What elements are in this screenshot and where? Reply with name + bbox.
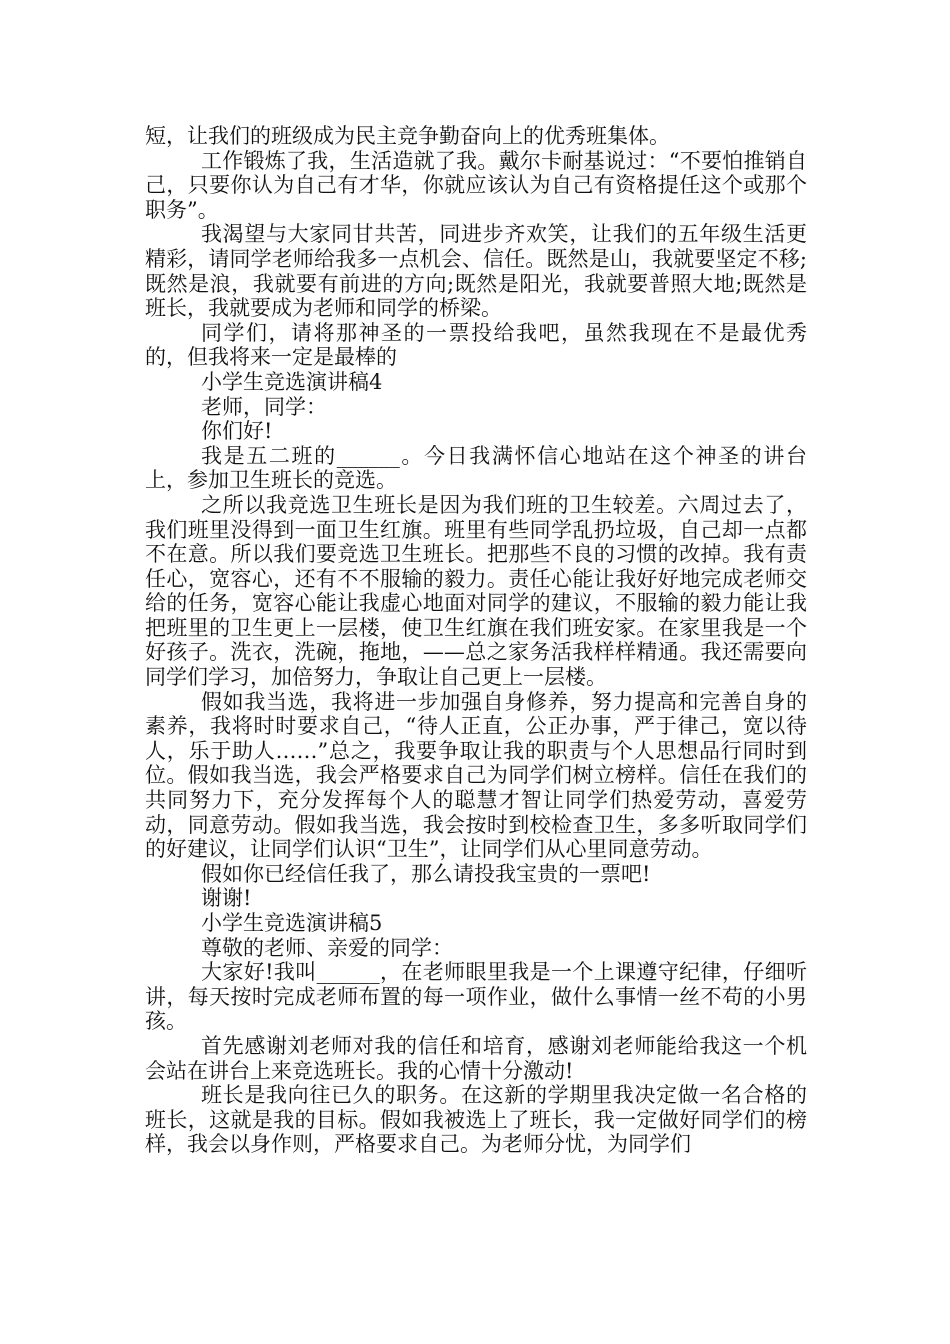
paragraph-8: 我是五二班的______。今日我满怀信心地站在这个神圣的讲台上，参加卫生班长的竞选。 (145, 443, 807, 493)
salutation-5: 尊敬的老师、亲爱的同学： (201, 935, 453, 960)
paragraph-3: 我渴望与大家同甘共苦，同进步齐欢笑，让我们的五年级生活更精彩，请同学老师给我多一点机会、信任。既然是山，我就要坚定不移;既然是浪，我就要有前进的方向;既然是阳光，我就要普照大地;既然是班长，我就要成为老师和同学的桥梁。 (145, 222, 807, 321)
paragraph-9: 之所以我竞选卫生班长是因为我们班的卫生较差。六周过去了，我们班里没得到一面卫生红旗。班里有些同学乱扔垃圾，自己却一点都不在意。所以我们要竞选卫生班长。把那些不良的习惯的改掉。我有责任心，宽容心，还有不不服输的毅力。责任心能让我好好地完成老师交给的任务，宽容心能让我虚心地面对同学的建议，不服输的毅力能让我把班里的卫生更上一层楼，使卫生红旗在我们班安家。在家里我是一个好孩子。洗衣，洗碗，拖地，——总之家务活我样样精通。我还需要向同学们学习，加倍努力，争取让自己更上一层楼。 (145, 492, 807, 690)
salutation-4: 老师，同学： (201, 394, 327, 419)
paragraph-2: 工作锻炼了我，生活造就了我。戴尔卡耐基说过：“不要怕推销自己，只要你认为自己有才华，你就应该认为自己有资格提任这个或那个职务”。 (145, 148, 807, 222)
document-body (145, 124, 807, 1157)
paragraph-17: 班长是我向往已久的职务。在这新的学期里我决定做一名合格的班长，这就是我的目标。假如我被选上了班长，我一定做好同学们的榜样，我会以身作则，严格要求自己。为老师分忧，为同学们 (145, 1083, 807, 1157)
section-heading-4: 小学生竞选演讲稿4 (201, 369, 383, 394)
paragraph-15: 大家好!我叫______，在老师眼里我是一个上课遵守纪律，仔细听讲，每天按时完成老师布置的每一项作业，做什么事情一丝不苟的小男孩。 (145, 960, 807, 1034)
paragraph-1: 短，让我们的班级成为民主竞争勤奋向上的优秀班集体。 (145, 124, 670, 148)
paragraph-11: 假如你已经信任我了，那么请投我宝贵的一票吧! (201, 861, 651, 886)
greeting-4: 你们好! (201, 419, 273, 444)
paragraph-16: 首先感谢刘老师对我的信任和培育，感谢刘老师能给我这一个机会站在讲台上来竞选班长。我的心情十分激动! (145, 1033, 807, 1083)
thanks-4: 谢谢! (201, 886, 252, 911)
section-heading-5: 小学生竞选演讲稿5 (201, 911, 383, 935)
paragraph-10: 假如我当选，我将进一步加强自身修养，努力提高和完善自身的素养，我将时时要求自己，“待人正直，公正办事，严于律己，宽以待人，乐于助人……”总之，我要争取让我的职责与个人思想品行同时到位。假如我当选，我会严格要求自己为同学们树立榜样。信任在我们的共同努力下，充分发挥每个人的聪慧才智让同学们热爱劳动，喜爱劳动，同意劳动。假如我当选，我会按时到校检查卫生，多多听取同学们的好建议，让同学们认识“卫生”，让同学们从心里同意劳动。 (145, 689, 807, 862)
paragraph-4: 同学们，请将那神圣的一票投给我吧，虽然我现在不是最优秀的，但我将来一定是最棒的 (145, 320, 807, 370)
